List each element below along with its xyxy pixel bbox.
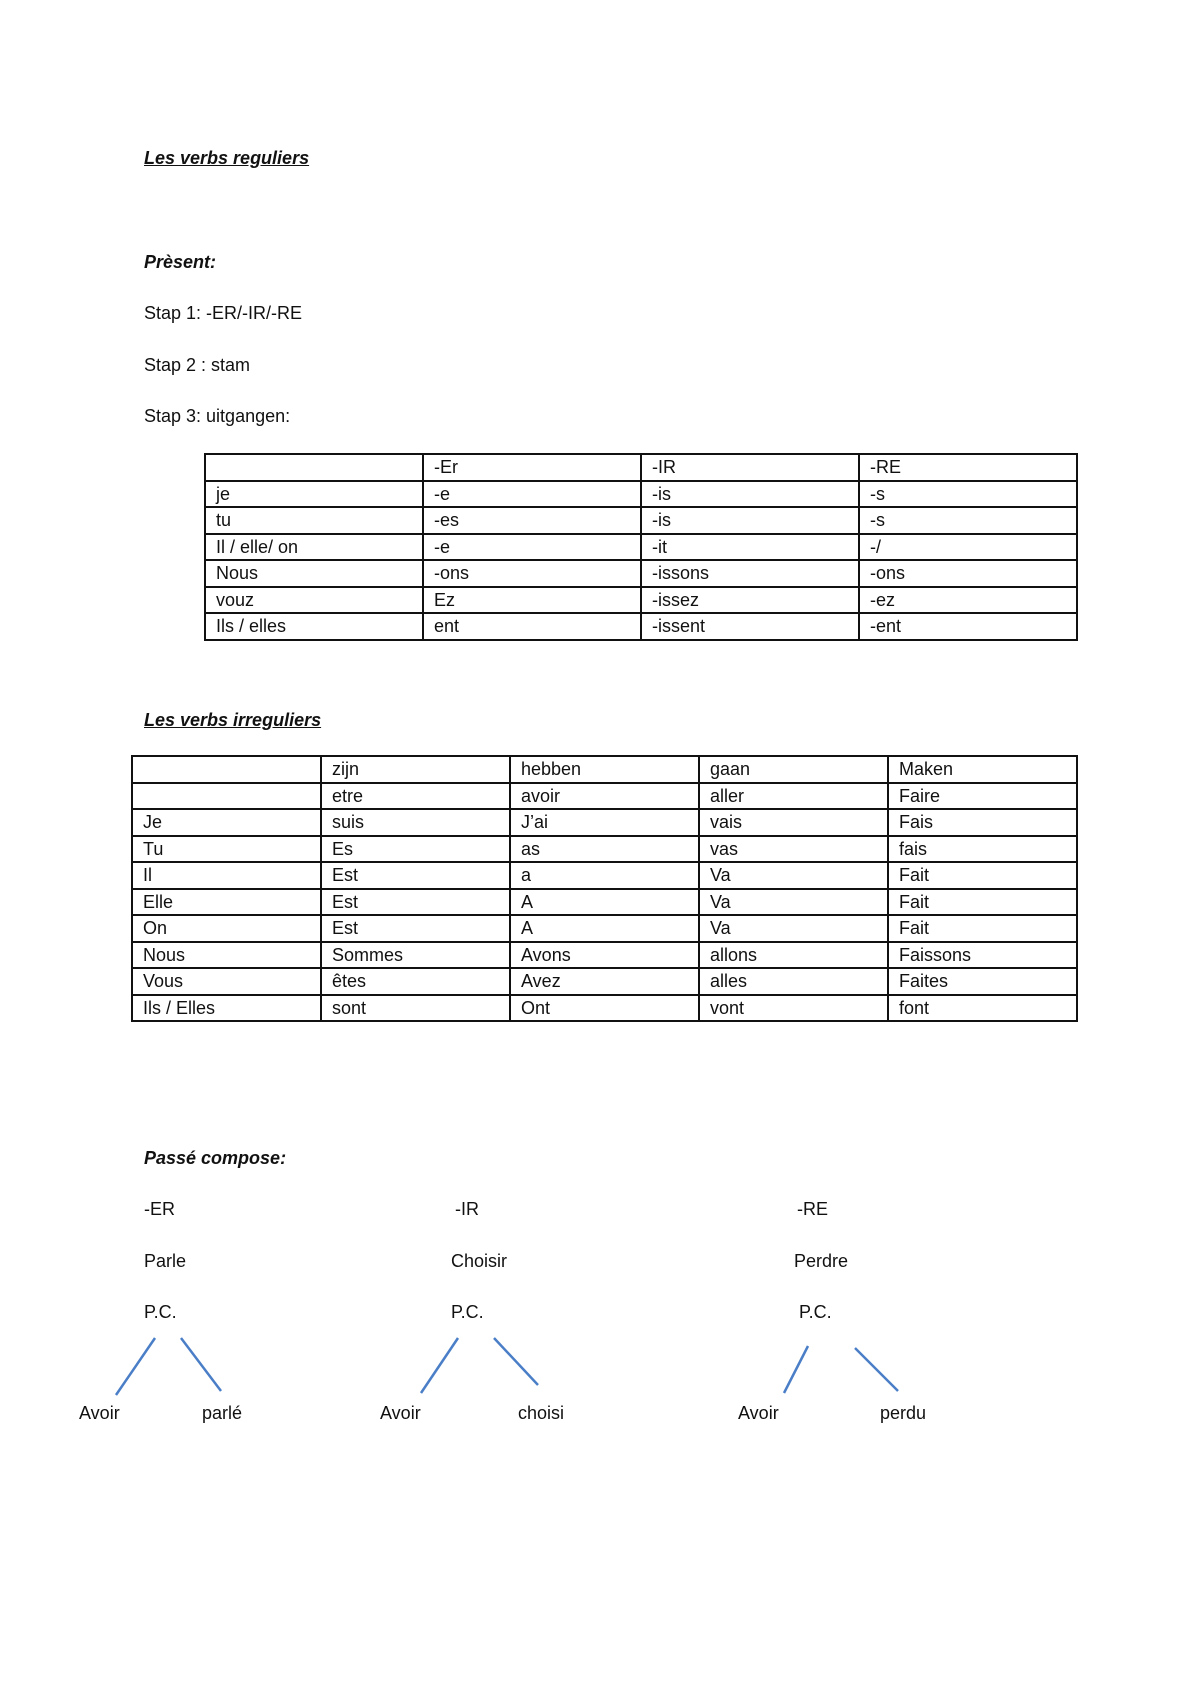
- step-1: Stap 1: -ER/-IR/-RE: [144, 303, 303, 323]
- table-cell: Avons: [510, 942, 699, 969]
- table-row: [205, 613, 1077, 640]
- pc-ending-ir: -IR: [455, 1199, 479, 1219]
- table-cell: Il / elle/ on: [205, 534, 423, 561]
- regular-endings-table: [204, 453, 1078, 641]
- pc-auxiliary: Avoir: [79, 1403, 120, 1423]
- table-row: [132, 836, 1077, 863]
- pc-branch-line: [421, 1338, 458, 1393]
- table-cell: Est: [321, 915, 510, 942]
- table-cell: Tu: [132, 836, 321, 863]
- table-row: [132, 942, 1077, 969]
- table-cell: vas: [699, 836, 888, 863]
- table-cell: -ons: [859, 560, 1077, 587]
- pc-participle: choisi: [518, 1403, 565, 1423]
- table-cell: Va: [699, 915, 888, 942]
- pc-verb-choisir: Choisir: [451, 1251, 508, 1271]
- table-cell: Es: [321, 836, 510, 863]
- table-cell: etre: [321, 783, 510, 810]
- table-cell: Maken: [888, 756, 1077, 783]
- table-row: [205, 481, 1077, 508]
- table-cell: Ils / elles: [205, 613, 423, 640]
- table-cell: Elle: [132, 889, 321, 916]
- table-cell: Sommes: [321, 942, 510, 969]
- table-cell: êtes: [321, 968, 510, 995]
- table-cell: Est: [321, 889, 510, 916]
- table-cell: a: [510, 862, 699, 889]
- table-row: [132, 915, 1077, 942]
- table-row: [205, 507, 1077, 534]
- table-cell: -issent: [641, 613, 859, 640]
- table-row: [132, 995, 1077, 1022]
- table-cell: Fait: [888, 915, 1077, 942]
- table-cell: -s: [859, 481, 1077, 508]
- pc-label: P.C.: [144, 1302, 177, 1322]
- pc-label: P.C.: [451, 1302, 484, 1322]
- table-cell: fais: [888, 836, 1077, 863]
- present-heading: Prèsent:: [144, 252, 217, 272]
- pc-branch-line: [784, 1346, 808, 1393]
- irregular-verbs-title: Les verbs irreguliers: [144, 710, 322, 730]
- pc-auxiliary: Avoir: [738, 1403, 779, 1423]
- table-cell: zijn: [321, 756, 510, 783]
- table-cell: hebben: [510, 756, 699, 783]
- table-cell: Nous: [205, 560, 423, 587]
- table-cell: On: [132, 915, 321, 942]
- table-row: [132, 889, 1077, 916]
- table-cell: gaan: [699, 756, 888, 783]
- table-cell: -issez: [641, 587, 859, 614]
- table-cell: -e: [423, 481, 641, 508]
- pc-ending-re: -RE: [797, 1199, 828, 1219]
- table-cell: -is: [641, 481, 859, 508]
- table-cell: -es: [423, 507, 641, 534]
- step-3: Stap 3: uitgangen:: [144, 406, 291, 426]
- table-cell: -Er: [423, 454, 641, 481]
- table-cell: alles: [699, 968, 888, 995]
- table-cell: Va: [699, 889, 888, 916]
- table-cell: [132, 756, 321, 783]
- table-cell: suis: [321, 809, 510, 836]
- table-cell: Vous: [132, 968, 321, 995]
- table-cell: -IR: [641, 454, 859, 481]
- table-cell: sont: [321, 995, 510, 1022]
- pc-branch-line: [116, 1338, 155, 1395]
- table-cell: Je: [132, 809, 321, 836]
- table-cell: Faire: [888, 783, 1077, 810]
- table-cell: J’ai: [510, 809, 699, 836]
- table-cell: Est: [321, 862, 510, 889]
- table-cell: -is: [641, 507, 859, 534]
- table-row: [205, 560, 1077, 587]
- table-header-row: [205, 454, 1077, 481]
- table-row: [132, 968, 1077, 995]
- table-cell: Ils / Elles: [132, 995, 321, 1022]
- table-cell: A: [510, 915, 699, 942]
- table-row: [132, 756, 1077, 783]
- table-cell: -ons: [423, 560, 641, 587]
- pc-branch-line: [181, 1338, 221, 1391]
- table-cell: ent: [423, 613, 641, 640]
- table-row: [205, 534, 1077, 561]
- table-cell: A: [510, 889, 699, 916]
- table-cell: allons: [699, 942, 888, 969]
- table-row: [132, 862, 1077, 889]
- pc-branch-line: [494, 1338, 538, 1385]
- table-cell: as: [510, 836, 699, 863]
- pc-label: P.C.: [799, 1302, 832, 1322]
- table-cell: avoir: [510, 783, 699, 810]
- table-cell: Avez: [510, 968, 699, 995]
- table-cell: vais: [699, 809, 888, 836]
- pc-participle: parlé: [202, 1403, 243, 1423]
- pc-auxiliary: Avoir: [380, 1403, 421, 1423]
- table-cell: Faites: [888, 968, 1077, 995]
- table-cell: -s: [859, 507, 1077, 534]
- table-cell: -/: [859, 534, 1077, 561]
- table-cell: aller: [699, 783, 888, 810]
- table-cell: Faissons: [888, 942, 1077, 969]
- regular-verbs-title: Les verbs reguliers: [144, 148, 310, 168]
- table-cell: -it: [641, 534, 859, 561]
- pc-verb-parle: Parle: [144, 1251, 187, 1271]
- table-cell: Fait: [888, 862, 1077, 889]
- table-cell: [132, 783, 321, 810]
- table-cell: je: [205, 481, 423, 508]
- table-cell: Va: [699, 862, 888, 889]
- table-cell: -RE: [859, 454, 1077, 481]
- table-cell: tu: [205, 507, 423, 534]
- table-cell: vouz: [205, 587, 423, 614]
- passe-compose-heading: Passé compose:: [144, 1148, 287, 1168]
- pc-ending-er: -ER: [144, 1199, 175, 1219]
- table-cell: -ent: [859, 613, 1077, 640]
- table-cell: -e: [423, 534, 641, 561]
- pc-verb-perdre: Perdre: [794, 1251, 849, 1271]
- table-cell: -ez: [859, 587, 1077, 614]
- pc-participle: perdu: [880, 1403, 927, 1423]
- table-cell: Ont: [510, 995, 699, 1022]
- table-cell: Ez: [423, 587, 641, 614]
- step-2: Stap 2 : stam: [144, 355, 251, 375]
- table-cell: -issons: [641, 560, 859, 587]
- table-cell: font: [888, 995, 1077, 1022]
- table-cell: Fait: [888, 889, 1077, 916]
- table-cell: [205, 454, 423, 481]
- table-row: [132, 809, 1077, 836]
- pc-branch-line: [855, 1348, 898, 1391]
- table-row: [205, 587, 1077, 614]
- table-cell: Fais: [888, 809, 1077, 836]
- table-cell: Il: [132, 862, 321, 889]
- table-cell: vont: [699, 995, 888, 1022]
- table-cell: Nous: [132, 942, 321, 969]
- irregular-verbs-table: [131, 755, 1078, 1022]
- table-row: [132, 783, 1077, 810]
